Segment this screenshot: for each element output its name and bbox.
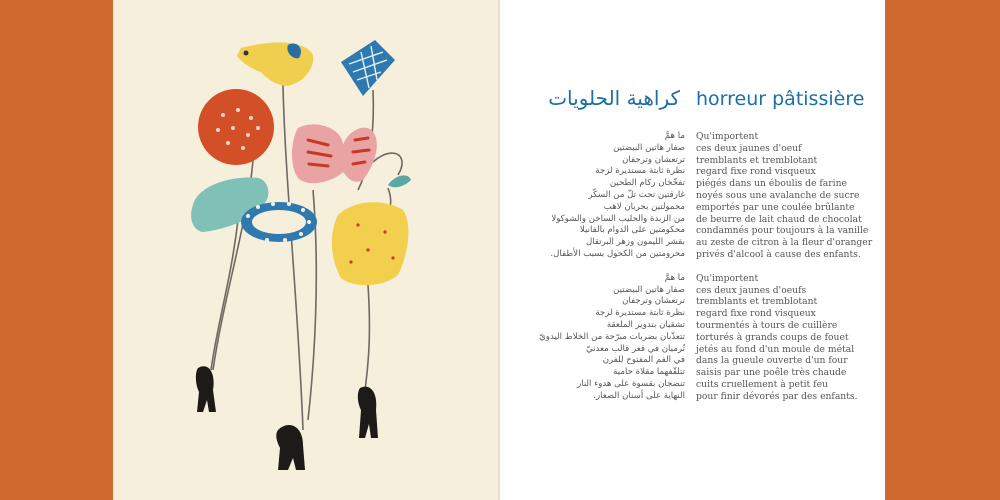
stanza-arabic-1 [505, 131, 685, 261]
verse-line: tremblants et tremblotant [696, 154, 818, 166]
verse-line: condamnés pour toujours à la vanille [696, 225, 869, 237]
verse-line: النهاية على أسنان الصغار. [593, 390, 685, 401]
verse-line: تفخّخان ركام الطحين [609, 178, 685, 189]
poem-french-column [696, 131, 876, 415]
verse-line: jetés au fond d'un moule de métal [696, 343, 855, 355]
verse-line: محمولتين بجريان لاهب [603, 201, 685, 212]
verse-line: تشقيان بتدوير الملعقة [606, 319, 685, 330]
verse-line: تتلقّفهما مقلاة حامية [613, 367, 685, 378]
verse-line: privés d'alcool à cause des enfants. [696, 248, 861, 260]
dark-figures [196, 366, 378, 470]
verse-line: Qu'importent [696, 272, 759, 284]
verse-line: نظرة ثابتة مستديرة لزجة [595, 308, 685, 319]
teal-hook-shape [388, 175, 411, 187]
verse-line: au zeste de citron à la fleur d'oranger [696, 237, 873, 249]
verse-line: صفار هاتين البيضتين [613, 142, 685, 153]
verse-line: محرومتين من الكحول بسبب الأطفال. [550, 248, 685, 259]
verse-line: صفار هاتين البيضتين [613, 284, 685, 295]
verse-line: saisis par une poêle très chaude [696, 367, 847, 379]
yellow-fruit-shape [332, 202, 409, 285]
verse-line: ما همَّ [664, 131, 685, 141]
poem-title-french: horreur pâtissière [696, 88, 865, 110]
verse-line: pour finir dévorés par des enfants. [696, 390, 858, 402]
verse-line: torturés à grands coups de fouet [696, 331, 849, 343]
verse-line: tourmentés à tours de cuillère [696, 319, 838, 331]
verse-line: Qu'importent [696, 131, 759, 142]
verse-line: emportés par une coulée brûlante [696, 201, 855, 213]
verse-line: محكومتين على الدوام بالفانيلا [579, 225, 685, 236]
dog-head-shape [237, 43, 313, 86]
verse-line: في الفم المفتوح للفرن [602, 355, 685, 366]
illustration [113, 0, 498, 500]
verse-line: ما همَّ [664, 272, 685, 283]
poem-arabic-column [505, 131, 685, 415]
stanza-french-2 [696, 273, 876, 403]
verse-line: من الزبدة والحليب الساخن والشوكولا [551, 213, 685, 224]
verse-line: بقشر الليمون وزهر البرتقال [585, 237, 685, 248]
verse-line: tremblants et tremblotant [696, 296, 818, 308]
pink-butterfly-shape [292, 124, 377, 183]
text-page [500, 0, 885, 500]
verse-line: ces deux jaunes d'oeuf [696, 142, 802, 154]
verse-line: نظرة ثابتة مستديرة لزجة [595, 166, 685, 177]
illustration-page [113, 0, 498, 500]
poem-title-arabic: كراهية الحلويات [548, 86, 680, 110]
verse-line: de beurre de lait chaud de chocolat [696, 213, 862, 225]
verse-line: regard fixe rond visqueux [696, 308, 816, 320]
verse-line: piégés dans un éboulis de farine [696, 178, 847, 190]
verse-line: cuits cruellement à petit feu [696, 378, 828, 390]
stanza-french-1 [696, 131, 876, 261]
red-flower-shape [198, 89, 274, 165]
verse-line: تُرميان في قعر قالب معدنيّ [585, 343, 685, 354]
verse-line: تنضجان بقسوة على هدوء النار [577, 378, 685, 389]
verse-line: noyés sous une avalanche de sucre [696, 189, 860, 201]
verse-line: غارقتين تحت تلّ من السكّر [588, 189, 685, 200]
blue-oval-shape [241, 202, 317, 242]
verse-line: dans la gueule ouverte d'un four [696, 355, 848, 367]
verse-line: تتعذّبان بضربات مبرّحة من الخلاط اليدويّ [539, 331, 685, 342]
stanza-arabic-2 [505, 273, 685, 403]
verse-line: ترتعشان وترجفان [622, 154, 685, 165]
verse-line: ces deux jaunes d'oeufs [696, 284, 807, 296]
verse-line: ترتعشان وترجفان [622, 296, 685, 307]
verse-line: regard fixe rond visqueux [696, 166, 816, 178]
waffle-shape [341, 40, 395, 96]
